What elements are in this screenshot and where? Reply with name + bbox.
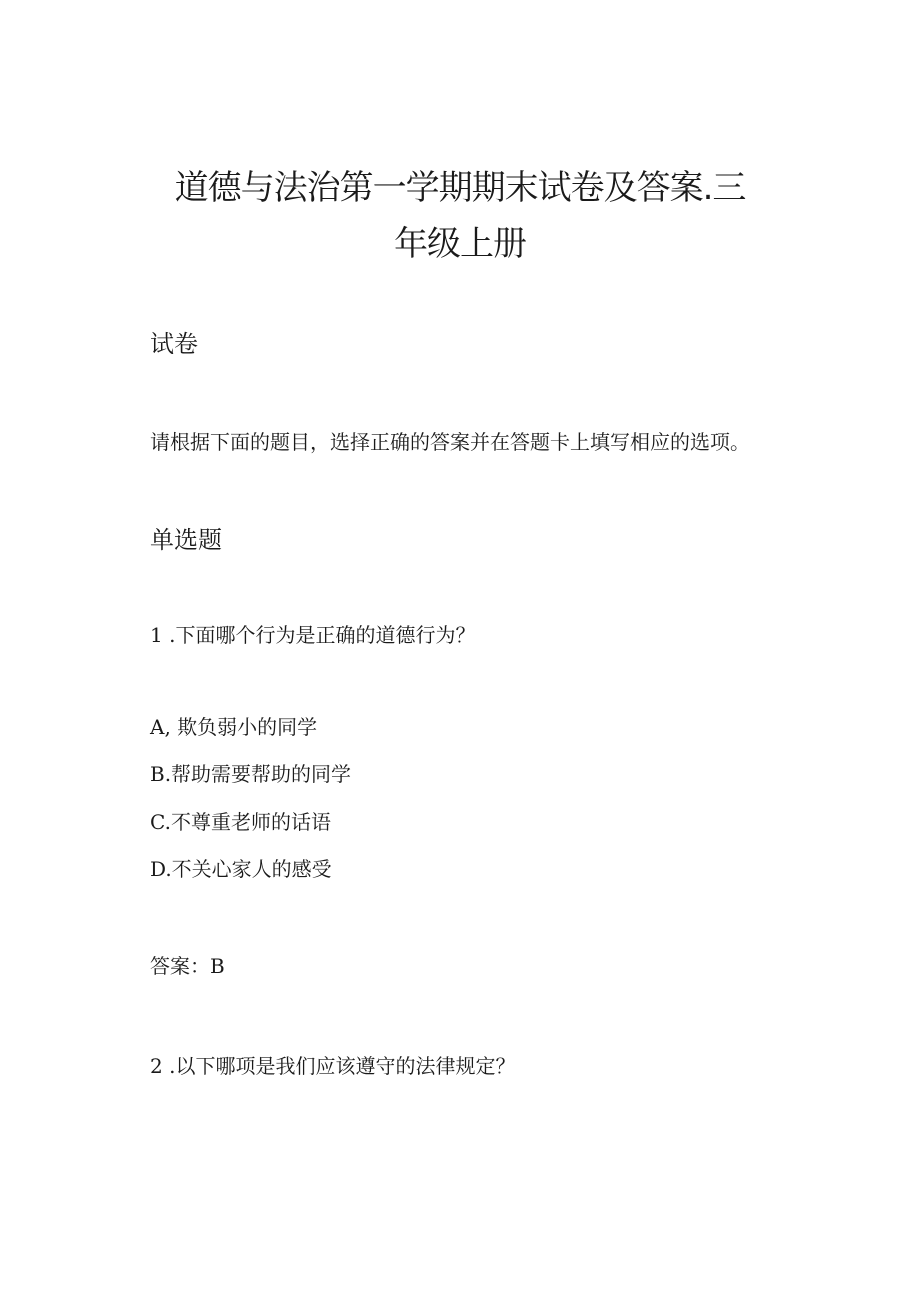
- document-title: [120, 160, 800, 272]
- question-1-option-d: D.不关心家人的感受: [150, 857, 332, 881]
- question-1-option-a: A, 欺负弱小的同学: [150, 715, 318, 739]
- question-1-option-b: B.帮助需要帮助的同学: [150, 762, 352, 786]
- instructions-text: 请根据下面的题目，选择正确的答案并在答题卡上填写相应的选项。: [150, 430, 750, 454]
- question-2-stem: 2 .以下哪项是我们应该遵守的法律规定？: [150, 1054, 516, 1078]
- section-heading-single-choice: 单选题: [150, 526, 222, 554]
- question-1-answer: 答案：B: [150, 954, 225, 978]
- title-line-1: 道德与法治第一学期期末试卷及答案.三: [174, 168, 746, 208]
- question-1-stem: 1 .下面哪个行为是正确的道德行为？: [150, 623, 476, 647]
- question-1-option-c: C.不尊重老师的话语: [150, 810, 331, 834]
- title-line-2: 年级上册: [394, 224, 526, 264]
- section-heading-paper: 试卷: [150, 330, 198, 358]
